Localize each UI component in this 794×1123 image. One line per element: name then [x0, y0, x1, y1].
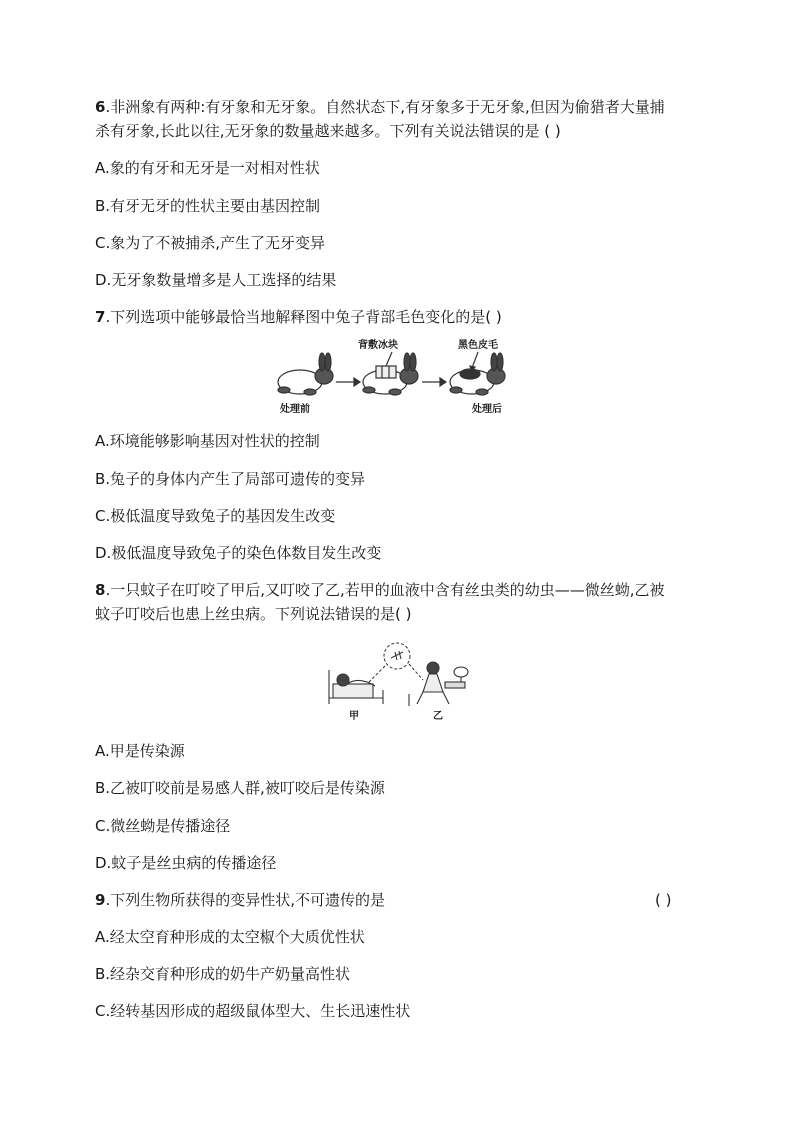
q6-option-a: A.象的有牙和无牙是一对相对性状 [95, 159, 320, 177]
q6-option-d: D.无牙象数量增多是人工选择的结果 [95, 271, 337, 289]
arrow-to-jia [369, 666, 385, 682]
label-jia: 甲 [349, 711, 359, 722]
mosquito-figure [325, 640, 475, 724]
q7-stem-line-1: 7.下列选项中能够最恰当地解释图中兔子背部毛色变化的是( ) [95, 308, 502, 326]
q9-option-a: A.经太空育种形成的太空椒个大质优性状 [95, 928, 365, 946]
arrow-icon [422, 378, 446, 386]
q6-option-b: B.有牙无牙的性状主要由基因控制 [95, 197, 321, 215]
rabbit-figure [270, 338, 530, 418]
q8-stem-line-1: 8.一只蚊子在叮咬了甲后,又叮咬了乙,若甲的血液中含有丝虫类的幼虫——微丝蚴,乙被 [95, 581, 665, 599]
q8-stem-line-2: 蚊子叮咬后也患上丝虫病。下列说法错误的是( ) [95, 605, 412, 623]
q8-option-d: D.蚊子是丝虫病的传播途径 [95, 854, 277, 872]
label-after: 处理后 [472, 404, 502, 415]
q7-option-b: B.兔子的身体内产生了局部可遗传的变异 [95, 470, 366, 488]
label-black-fur: 黑色皮毛 [458, 340, 498, 351]
mosquito-icon [384, 643, 410, 669]
q7-number: 7 [95, 308, 106, 326]
q9-option-b: B.经杂交育种形成的奶牛产奶量高性状 [95, 965, 351, 983]
q8-number: 8 [95, 581, 106, 599]
arrow-to-yi [409, 664, 423, 680]
rabbit-after-icon [450, 352, 505, 395]
rabbit-ice-icon [363, 352, 418, 395]
arrow-icon [336, 378, 360, 386]
q6-number: 6 [95, 98, 106, 116]
label-yi: 乙 [433, 711, 443, 722]
q9-number: 9 [95, 891, 106, 909]
mosquito-figure-drawing [325, 640, 475, 724]
q9-stem-line-1: 9.下列生物所获得的变异性状,不可遗传的是 [95, 891, 385, 909]
q6-stem-line-1: 6.非洲象有两种:有牙象和无牙象。自然状态下,有牙象多于无牙象,但因为偷猎者大量捕 [95, 98, 665, 116]
q7-option-a: A.环境能够影响基因对性状的控制 [95, 432, 320, 450]
q8-option-c: C.微丝蚴是传播途径 [95, 817, 231, 835]
q9-answer-paren: ( ) [655, 891, 672, 909]
label-before: 处理前 [280, 404, 310, 415]
q7-option-c: C.极低温度导致兔子的基因发生改变 [95, 507, 336, 525]
q6-stem-line-2: 杀有牙象,长此以往,无牙象的数量越来越多。下列有关说法错误的是 ( ) [95, 122, 561, 140]
q9-option-c: C.经转基因形成的超级鼠体型大、生长迅速性状 [95, 1002, 411, 1020]
person-jia-icon [329, 670, 383, 704]
q7-option-d: D.极低温度导致兔子的染色体数目发生改变 [95, 544, 382, 562]
q8-option-a: A.甲是传染源 [95, 742, 185, 760]
q8-option-b: B.乙被叮咬前是易感人群,被叮咬后是传染源 [95, 779, 385, 797]
q6-option-c: C.象为了不被捕杀,产生了无牙变异 [95, 234, 326, 252]
label-ice: 背敷冰块 [358, 340, 398, 351]
person-yi-icon [409, 662, 468, 706]
rabbit-before-icon [278, 353, 333, 395]
